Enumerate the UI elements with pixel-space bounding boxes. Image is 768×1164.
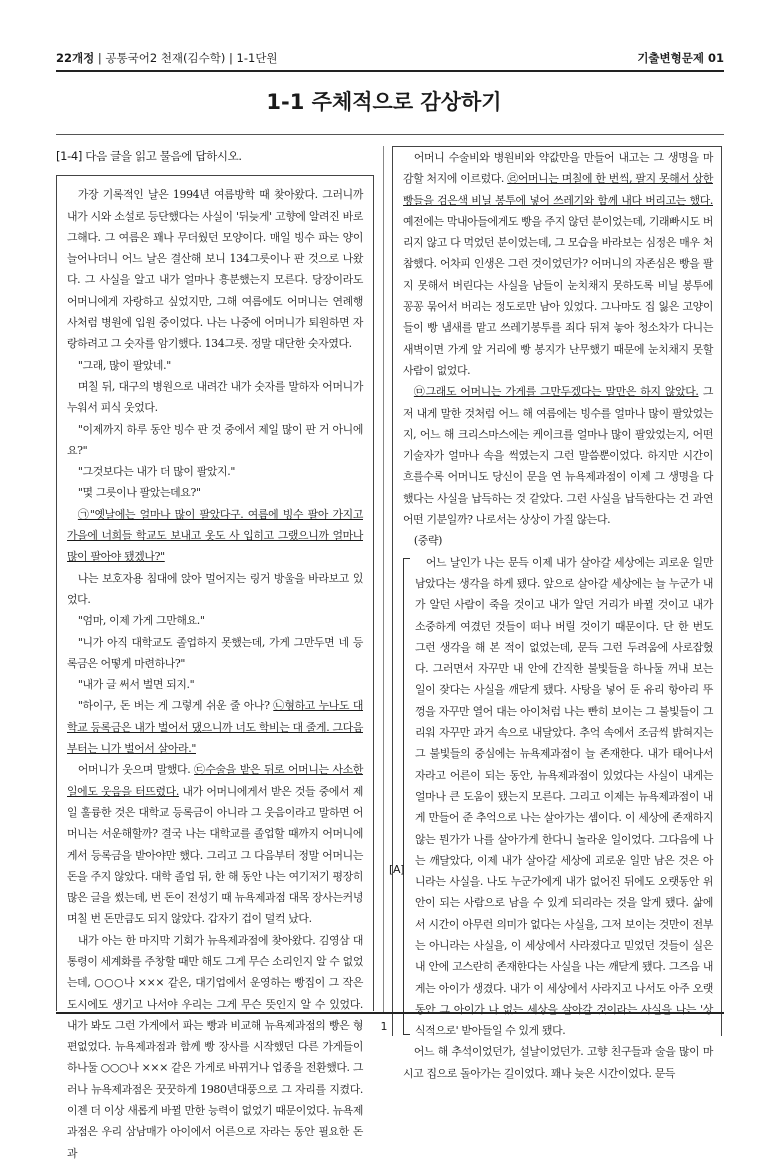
passage-paragraph: 며칠 뒤, 대구의 병원으로 내려간 내가 숫자를 말하자 어머니가 누워서 피식 웃었다. [67,379,363,415]
passage-paragraph: "하이구, 돈 버는 게 그렇게 쉬운 줄 아나? ㉡형하고 누나도 대학교 등록금은 내가 벌어서 댔으니까 너도 학비는 대 줄게. 그다음부터는 니가 벌어서 살아라." [67,699,363,756]
page-number: 1 [380,1020,388,1033]
passage-paragraph: "이제까지 하루 동안 빙수 판 것 중에서 제일 많이 판 거 아니에요?" [67,422,363,457]
right-column [389,146,722,1080]
passage-box [56,175,374,1160]
passage-paragraph: 내가 아는 한 마지막 기회가 뉴욕제과점에 찾아왔다. 김영삼 대통령이 세계화를 주창할 때만 해도 그게 무슨 소리인지 알 수 없었는데, ○○○나 ××× 같은, 대기업에서 운영하는 빵집이 그 작은 도시에도 생기고 나서야 우리는 그게 무슨 뜻인지 알 수 있었다. 내가 봐도 그런 가게에서 파는 빵과 비교해 뉴욕제과점의 빵은 형편없었다. 뉴욕제과점과 함께 빵 장사를 시작했던 다른 가게들이 하나둘 ○○○나 ××× 같은 가게로 바뀌거나 업종을 전환했다. 그러나 뉴욕제과점은 꿋꿋하게 1980년대풍으로 그 자리를 지켰다. 이젠 더 이상 새롭게 바뀔 만한 능력이 없었기 때문이었다. 뉴욕제과점은 우리 삼남매가 아이에서 어른으로 자라는 동안 필요한 돈과 [67,933,363,1160]
header-divider [56,70,724,72]
passage-paragraph: 어머니가 웃으며 말했다. ㉢수술을 받은 뒤로 어머니는 사소한 일에도 웃음을 터뜨렸다. 내가 어머니에게서 받은 것들 중에서 제일 훌륭한 것은 대학교 등록금이 아니라 그 웃음이라고 말하면 어머니는 서운해할까? 결국 나는 대학교를 졸업할 때까지 어머니에게서 등록금을 받아야만 했다. 그리고 그 다음부터 정말 어머니는 돈을 주지 않았다. 대학 졸업 뒤, 한 해 동안 나는 여기저기 평장히 많은 글을 썼는데, 번 돈이 전성기 때 뉴욕제과점 대목 장사는커녕 며칠 번 돈만큼도 되지 않았다. 갑자기 겁이 덜컥 났다. [67,763,364,926]
passage-box-continued [389,146,722,1080]
passage-paragraph: "그것보다는 내가 더 많이 팔았지." [77,465,235,479]
underline-mark-e: ㉤그래도 어머니는 가게를 그만두겠다는 말만은 하지 않았다. [413,385,699,399]
passage-paragraph: 어머니 수술비와 병원비와 약값만을 만들어 내고는 그 생명을 마감할 처지에 이르렀다. ㉣어머니는 며칠에 한 번씩, 팔지 못해서 상한 빵들을 검은색 비닐 봉투에 넣어 쓰레기와 함께 내다 버리고는 했다. 예전에는 막내아들에게도 빵을 주지 않던 분이었는데, 기래빠시도 버리지 않고 다 먹었던 분이었는데, 그 모습을 바라보는 심정은 매우 처참했다. 어차피 인생은 그런 것이었던가? 어머니의 자존심은 빵을 팔지 못해서 버린다는 사실을 남들이 눈치채지 못하도록 비닐 봉투에 꽁꽁 묶어서 버리는 정도로만 남아 있었다. 그나마도 집 잃은 고양이들이 빵 냄새를 맡고 쓰레기봉투를 죄다 뒤져 놓아 청소차가 다니는 새벽이면 가게 앞 거리에 빵 봉지가 난무했기 때문에 눈치채지 못할 사람이 없었다. [403,151,713,377]
passage-paragraph: ㉤그래도 어머니는 가게를 그만두겠다는 말만은 하지 않았다. 그저 내게 말한 것처럼 어느 해 여름에는 빙수를 얼마나 많이 팔았었는지, 어느 해 크리스마스에는 케이크를 얼마나 많이 팔았었는지, 어떤 기술자가 얼마나 속을 썩였는지 그런 말씀뿐이었다. 하지만 시간이 흐를수록 어머니도 당신이 문을 연 뉴욕제과점이 이제 그 생명을 다했다는 사실을 납득하는 것 같았다. 그런 사실을 납득한다는 건 과연 어떤 기분일까? 나로서는 상상이 가질 않는다. [403,385,713,527]
column-divider [383,146,384,1012]
passage-paragraph: 어느 날인가 나는 문득 이제 내가 살아갈 세상에는 괴로운 일만 남았다는 생각을 하게 됐다. 앞으로 살아갈 세상에는 늘 누군가 내가 알던 사람이 죽을 것이고 내가 알던 거리가 바뀔 것이고 내가 소중하게 여겼던 것들이 떠나 버릴 것이기 때문이다. 단 한 번도 그런 생각을 해 본 적이 없었는데, 문득 그런 두려움에 사로잡혔다. 그러면서 자꾸만 내 안에 간직한 불빛들을 하나둘 꺼내 보는 일이 잦다는 사실을 깨닫게 됐다. 사탕을 넣어 둔 유리 항아리 뚜껑을 자꾸만 열어 대는 아이처럼 나는 빤히 보이는 그 불빛들이 그리워 자꾸만 과거 속으로 내달았다. 추억 속에서 조금씩 밝혀지는 그 불빛들의 중심에는 뉴욕제과점이 늘 존재한다. 내가 태어나서 자라고 어른이 되는 동안, 뉴욕제과점이 있었다는 사실이 내게는 얼마나 큰 도움이 됐는지 모른다. 그리고 이제는 뉴욕제과점이 내게 만들어 준 추억으로 나는 살아가는 셈이다. 이 세상에 존재하지 않는 뭔가가 나를 살아가게 한다니 놀라운 일이었다. 그다음에 나는 깨달았다, 이제 내가 살아갈 세상에 괴로운 일만 남은 것은 아니라는 사실을. 나도 누군가에게 내가 없어진 뒤에도 오랫동안 위안이 되는 사람으로 남을 수 있게 되리라는 것을 알게 됐다. 삶에서 시간이 아무런 의미가 없다는 사실을, 그저 보이는 것만이 전부는 아니라는 사실을, 이 세상에서 사라졌다고 믿었던 것들이 실은 내 안에 고스란히 존재한다는 사실을 나는 깨닫게 됐다. 그즈음 내게는 아이가 생겼다. 내가 이 세상에서 사라지고 나서도 아주 오랫동안 그 아이가 나 없는 세상을 살아갈 것이라는 사실을 나는 '상식적으로' 받아들일 수 있게 됐다. [415,555,713,1038]
underline-mark-b: ㉡형하고 누나도 대학교 등록금은 내가 벌어서 댔으니까 너도 학비는 대 줄게. 그다음부터는 니가 벌어서 살아라." [67,699,363,756]
title-divider [56,134,724,135]
question-instruction: [1-4] 다음 글을 읽고 물음에 답하시오. [56,149,242,163]
passage-paragraph: "내가 글 써서 벌면 되지." [77,678,195,692]
omission-mark: (중략) [413,534,443,548]
underline-mark-c: ㉢수술을 받은 뒤로 어머니는 사소한 일에도 웃음을 터뜨렸다. [67,763,364,798]
left-column [56,146,374,1160]
passage-paragraph: "니가 아직 대학교도 졸업하지 못했는데, 가게 그만두면 네 등록금은 어떻게 마련하나?" [67,635,363,670]
passage-paragraph: "엄마, 이제 가게 그만해요." [77,614,205,628]
bracket-section-a [389,552,713,1042]
underline-mark-a: ㉠"옛날에는 얼마나 많이 팔았다구. 여름에 빙수 팔아 가지고 가을에 너희들 학교도 보내고 옷도 사 입히고 그랬으니까 얼마나 많이 팔아야 됐겠나?" [67,507,363,564]
passage-paragraph [67,504,363,568]
passage-paragraph: 나는 보호자용 침대에 앉아 멀어지는 링거 방울을 바라보고 있었다. [67,571,363,606]
underline-mark-d: ㉣어머니는 며칠에 한 번씩, 팔지 못해서 상한 빵들을 검은색 비닐 봉투에 넣어 쓰레기와 함께 내다 버리고는 했다. [403,172,713,207]
footer-divider [56,1012,724,1014]
passage-paragraph: 가장 기록적인 날은 1994년 여름방학 때 찾아왔다. 그러니까 내가 시와 소설로 등단했다는 사실이 '뒤늦게' 고향에 알려진 바로 그해다. 그 여름은 꽤나 무더웠던 모양이다. 매일 빙수 파는 양이 늘어나더니 어느 날은 결산해 보니 134그릇이나 판 것으로 나왔다. 그 사실을 알고 내가 얼마나 흥분했는지 모른다. 당장이라도 어머니에게 자랑하고 싶었지만, 그해 여름에도 어머니는 연례행사처럼 병원에 입원 중이었다. 나는 나중에 어머니가 퇴원하면 자랑하려고 그 숫자를 암기했다. 134그릇. 정말 대단한 숫자였다. [67,188,363,351]
passage-paragraph: "몇 그릇이나 팔았는데요?" [77,486,201,500]
header-doc-type: 기출변형문제 01 [637,51,724,65]
page-title: 1-1 주체적으로 감상하기 [266,90,502,114]
bracket-label-a: [A] [389,862,405,876]
header-course-info: 22개정 | 공통국어2 천재(김수학) | 1-1단원 [56,51,278,65]
passage-paragraph: 어느 해 추석이었던가, 설날이었던가. 고향 친구들과 술을 많이 마시고 집으로 돌아가는 길이었다. 꽤나 늦은 시간이었다. 문득 [403,1045,713,1080]
passage-paragraph: "그래, 많이 팔았네." [77,358,171,372]
page-header [56,38,724,66]
